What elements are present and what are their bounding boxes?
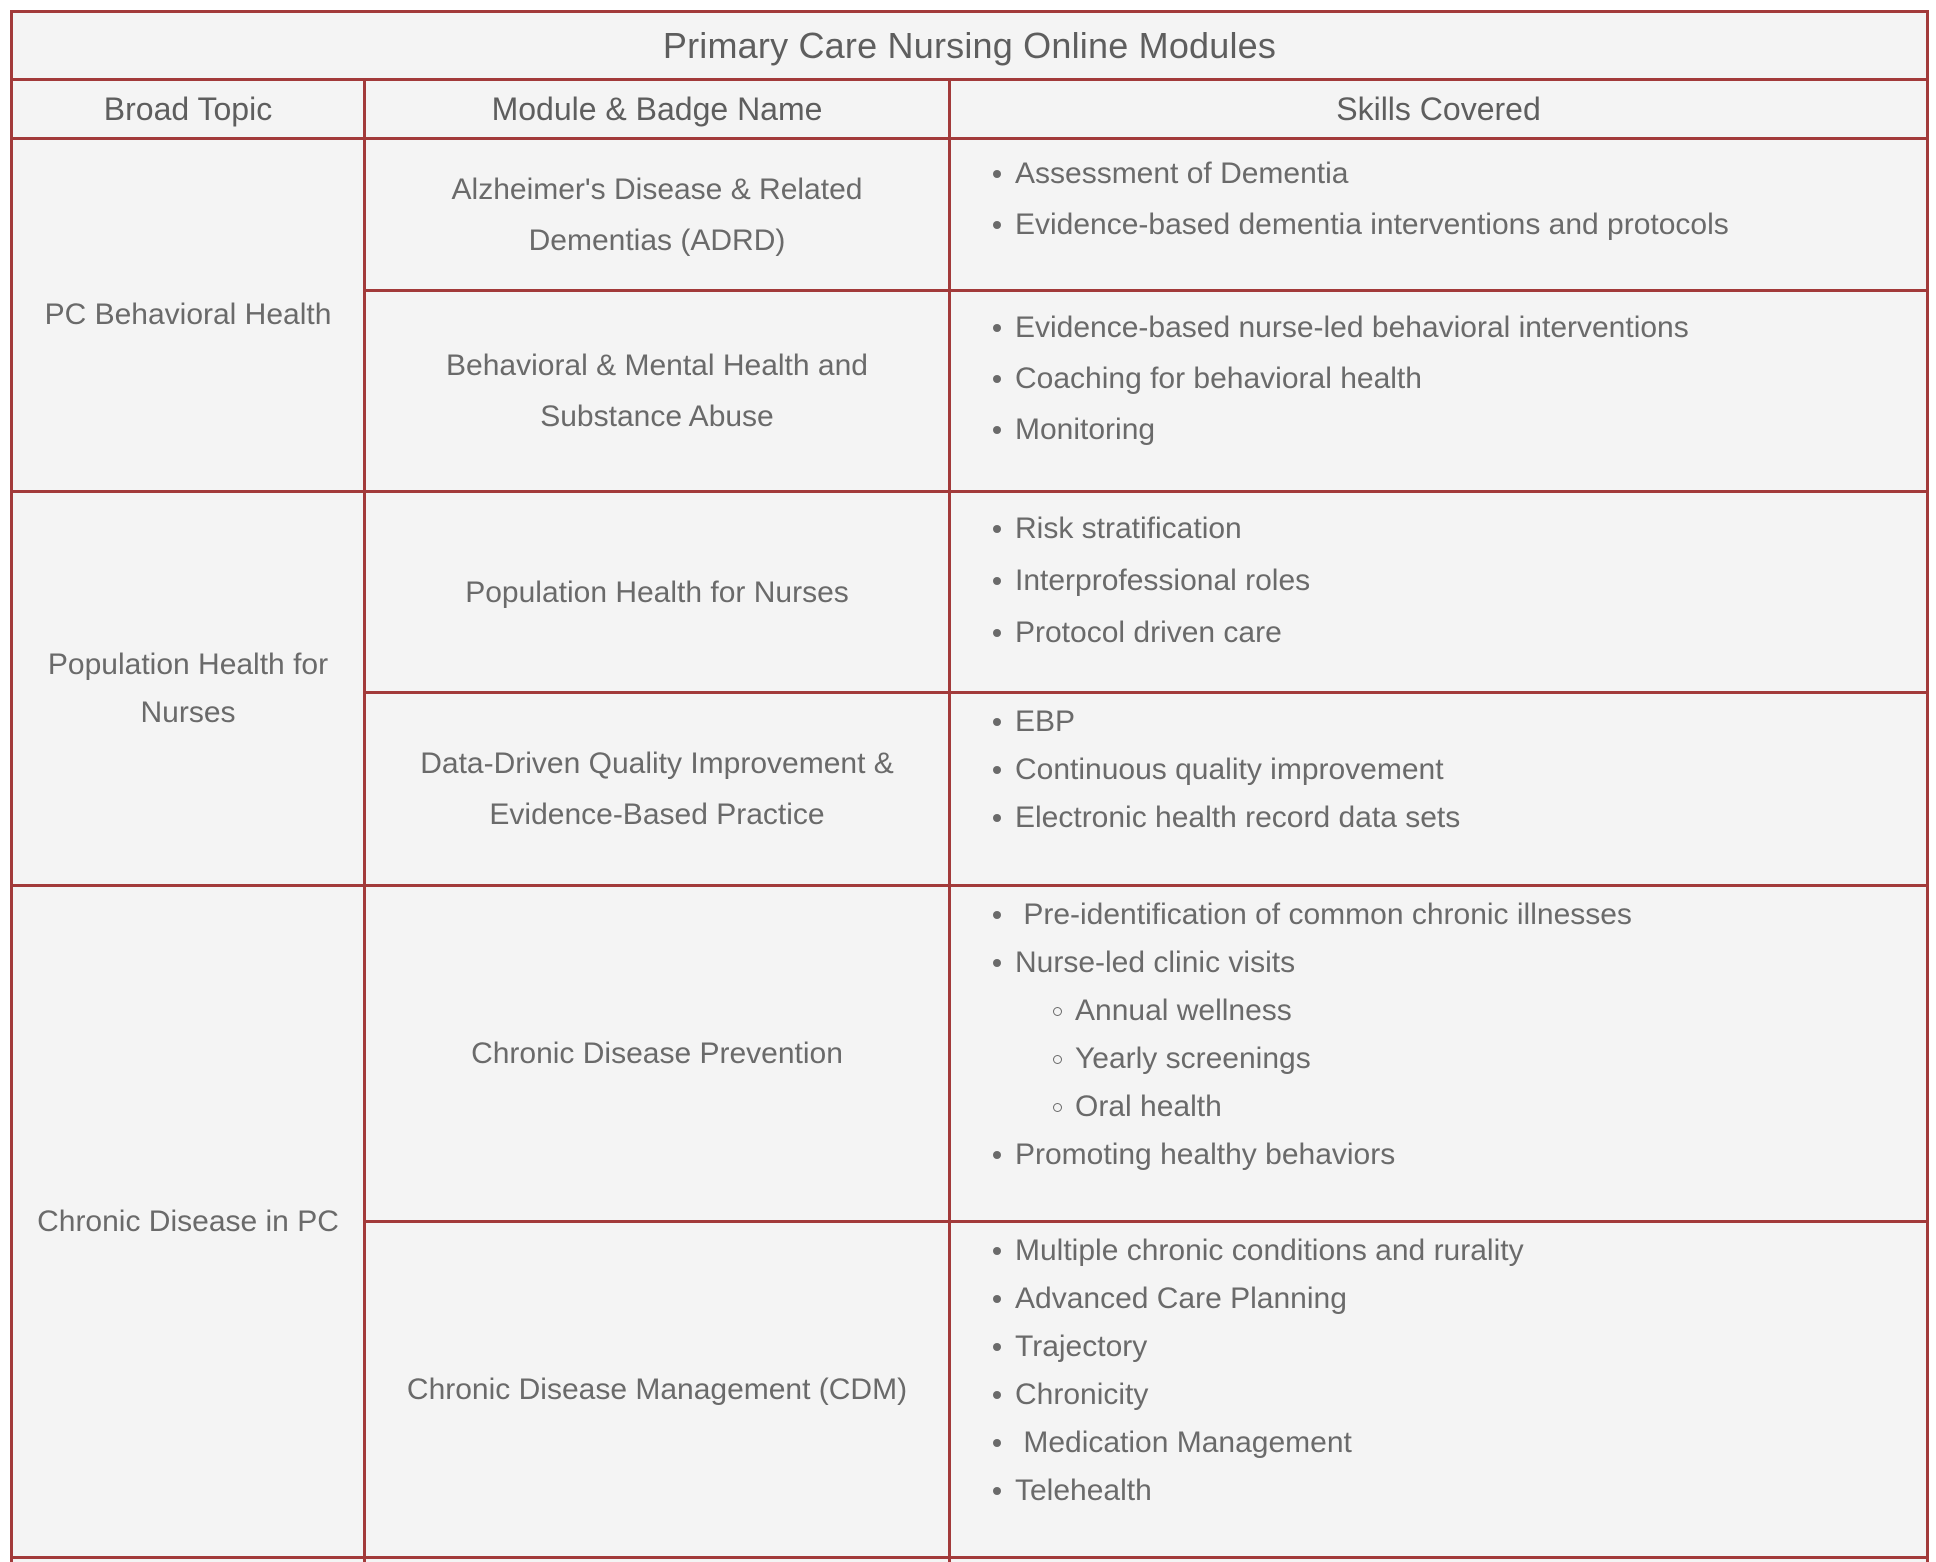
skills-list — [951, 493, 1926, 659]
skill-item: EBP — [1015, 698, 1926, 746]
skills-cell — [950, 291, 1928, 492]
table-row — [12, 886, 1928, 1222]
topic-cell: Population Health for Nurses — [12, 492, 365, 886]
empty-cell — [12, 1558, 365, 1562]
topic-cell: Chronic Disease in PC — [12, 886, 365, 1558]
skill-item: Continuous quality improvement — [1015, 746, 1926, 794]
skill-item: Telehealth — [1015, 1467, 1926, 1515]
module-name-cell: Population Health for Nurses — [365, 492, 950, 693]
module-name-cell: Behavioral & Mental Health and Substance Abuse — [365, 291, 950, 492]
title-row — [12, 12, 1928, 80]
skill-item: Nurse-led clinic visits — [1015, 939, 1926, 987]
table-row — [12, 492, 1928, 693]
skills-cell — [950, 1222, 1928, 1558]
module-name-cell: Chronic Disease Prevention — [365, 886, 950, 1222]
skill-item: Coaching for behavioral health — [1015, 353, 1926, 404]
skills-cell — [950, 492, 1928, 693]
skill-item: Pre-identification of common chronic illnesses — [1015, 891, 1926, 939]
skill-item: Medication Management — [1015, 1419, 1926, 1467]
header-broad-topic: Broad Topic — [12, 80, 365, 139]
sub-skill-item: Annual wellness — [1075, 987, 1926, 1035]
skill-item: Evidence-based dementia interventions and protocols — [1015, 199, 1926, 250]
sub-skill-item: Oral health — [1075, 1083, 1926, 1131]
skill-item: Promoting healthy behaviors — [1015, 1131, 1926, 1179]
header-module-badge-name: Module & Badge Name — [365, 80, 950, 139]
skill-item: Risk stratification — [1015, 503, 1926, 555]
skills-list — [951, 140, 1926, 250]
modules-table — [10, 10, 1929, 1562]
skills-list — [951, 694, 1926, 842]
skill-item: Electronic health record data sets — [1015, 794, 1926, 842]
skill-item: Protocol driven care — [1015, 607, 1926, 659]
header-row — [12, 80, 1928, 139]
empty-cell — [365, 1558, 950, 1562]
skill-item: Multiple chronic conditions and rurality — [1015, 1227, 1926, 1275]
module-name-cell: Chronic Disease Management (CDM) — [365, 1222, 950, 1558]
module-name-cell: Data-Driven Quality Improvement & Evidence-Based Practice — [365, 693, 950, 886]
skill-item: Assessment of Dementia — [1015, 148, 1926, 199]
skill-item: Evidence-based nurse-led behavioral interventions — [1015, 302, 1926, 353]
skills-cell — [950, 693, 1928, 886]
skills-list — [951, 292, 1926, 455]
skill-item: Chronicity — [1015, 1371, 1926, 1419]
empty-cell — [950, 1558, 1928, 1562]
table-row — [12, 139, 1928, 291]
header-skills-covered: Skills Covered — [950, 80, 1928, 139]
module-name-cell: Alzheimer's Disease & Related Dementias (ADRD) — [365, 139, 950, 291]
skill-item: Advanced Care Planning — [1015, 1275, 1926, 1323]
skill-item: Monitoring — [1015, 404, 1926, 455]
topic-cell: PC Behavioral Health — [12, 139, 365, 492]
skills-cell — [950, 886, 1928, 1222]
skill-item: Interprofessional roles — [1015, 555, 1926, 607]
skill-item: Trajectory — [1015, 1323, 1926, 1371]
skills-list — [951, 887, 1926, 1179]
table-title: Primary Care Nursing Online Modules — [12, 12, 1928, 80]
table-row-partial — [12, 1558, 1928, 1562]
skills-list — [951, 1223, 1926, 1515]
sub-skill-item: Yearly screenings — [1075, 1035, 1926, 1083]
skills-cell — [950, 139, 1928, 291]
